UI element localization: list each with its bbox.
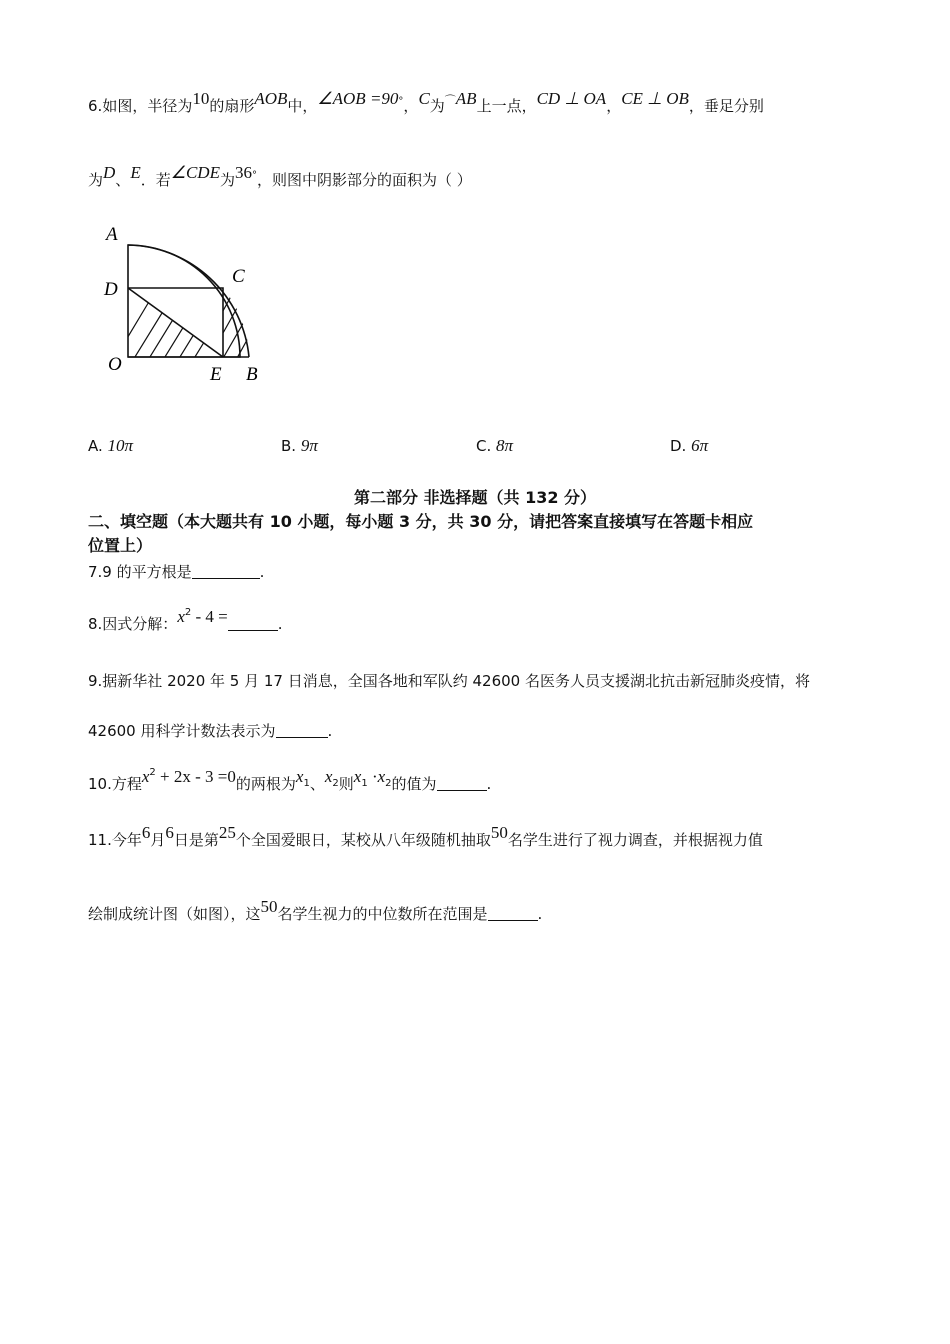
- q9-line2: [88, 721, 332, 741]
- q6-line2: [88, 163, 472, 190]
- q11-ordinal: 25: [218, 823, 236, 842]
- q6-point-d: D: [103, 163, 116, 182]
- q6-line1: [88, 89, 764, 118]
- q6-text: ，垂足分别: [688, 97, 764, 115]
- q8-text: 8.因式分解：: [88, 615, 178, 633]
- q6-radius: 10: [192, 89, 210, 108]
- q11-line2: [88, 897, 543, 924]
- q6-angle-value: 36: [234, 163, 252, 182]
- q10-sub2: 2: [332, 778, 339, 789]
- q9-line1: 9.据新华社 2020 年 5 月 17 日消息，全国各地和军队约 42600 名医务人员支援湖北抗击新冠肺炎疫情，将: [88, 672, 810, 690]
- q10-prod-sub1: 1: [361, 778, 368, 789]
- q6-text: 为: [219, 171, 235, 189]
- q8-expr: - 4 =: [191, 607, 228, 626]
- q6-angle-cde: ∠CDE: [170, 163, 220, 182]
- q6-cd-perp-oa: CD ⊥ OA: [536, 89, 607, 108]
- q11-day: 6: [165, 823, 174, 842]
- segment-de: [128, 288, 223, 357]
- label-d: D: [104, 279, 118, 300]
- label-e: E: [210, 364, 222, 385]
- q6-angle-aob: ∠AOB =90: [317, 89, 399, 108]
- q8-x: x: [177, 607, 185, 626]
- q11-sample-size: 50: [260, 897, 278, 916]
- q6-text: 、: [115, 171, 131, 189]
- q6-point-c: C: [418, 89, 430, 108]
- option-letter: D.: [670, 437, 687, 455]
- q8-answer-blank[interactable]: [228, 616, 278, 631]
- q10: [88, 767, 492, 801]
- label-b: B: [246, 364, 258, 385]
- q6-text: 中，: [287, 97, 318, 115]
- q10-end: .: [486, 775, 492, 793]
- option-d: [670, 436, 708, 456]
- part2-title: 第二部分 非选择题（共 132 分）: [353, 488, 597, 507]
- option-letter: C.: [476, 437, 492, 455]
- option-value: 8π: [496, 436, 514, 455]
- q11-text: 月: [150, 831, 166, 849]
- q11-text: 11.今年: [88, 831, 142, 849]
- q11-month: 6: [141, 823, 151, 842]
- q11-line1: [88, 823, 763, 850]
- option-letter: A.: [88, 437, 103, 455]
- option-b: [281, 436, 318, 456]
- option-value: 6π: [691, 436, 709, 455]
- option-value: 10π: [107, 436, 134, 455]
- q11-text: 名学生视力的中位数所在范围是: [277, 905, 488, 923]
- q8: [88, 607, 283, 634]
- q11-text: 日是第: [173, 831, 219, 849]
- q11-text: 名学生进行了视力调查，并根据视力值: [507, 831, 763, 849]
- q6-point-e: E: [130, 163, 141, 182]
- q10-x: x: [141, 767, 150, 786]
- q6-arc-ab: AB: [455, 89, 477, 108]
- q7-end: .: [259, 563, 265, 581]
- q7-answer-blank[interactable]: [192, 564, 260, 579]
- q10-text: 10.方程: [88, 775, 142, 793]
- q6-text: ．若: [140, 171, 171, 189]
- q6-text: 上一点，: [476, 97, 537, 115]
- q8-end: .: [277, 615, 283, 633]
- q10-prod-x1: x: [353, 767, 362, 786]
- q6-text: 的扇形: [209, 97, 255, 115]
- q9-answer-blank[interactable]: [276, 723, 328, 738]
- q6-text: ，则图中阴影部分的面积为（ ）: [256, 171, 472, 189]
- q6-ce-perp-ob: CE ⊥ OB: [621, 89, 689, 108]
- q10-exp: 2: [149, 767, 156, 778]
- q11-answer-blank[interactable]: [488, 906, 538, 921]
- q10-text: 的值为: [391, 775, 437, 793]
- q6-text: 为: [88, 171, 104, 189]
- q10-prod-x2: x: [377, 767, 386, 786]
- q11-text: 绘制成统计图（如图），这: [88, 905, 261, 923]
- q10-prod-sub2: 2: [385, 778, 392, 789]
- hatch-triangle: [120, 300, 230, 365]
- q11-sample-size: 50: [490, 823, 508, 842]
- section-heading-line1: 二、填空题（本大题共有 10 小题，每小题 3 分，共 30 分，请把答案直接填写在答题卡相应: [88, 512, 754, 531]
- q10-text: 的两根为: [235, 775, 296, 793]
- q11-end: .: [537, 905, 543, 923]
- option-c: [476, 436, 513, 456]
- label-c: C: [232, 266, 245, 287]
- q6-degree: °: [251, 170, 257, 181]
- option-letter: B.: [281, 437, 297, 455]
- q7: [88, 562, 264, 582]
- q6-number: 6.: [88, 97, 103, 115]
- q10-text: 、: [309, 775, 325, 793]
- section-heading-line2: 位置上）: [88, 536, 153, 555]
- q10-dot: ·: [367, 767, 378, 786]
- q10-x2: x: [324, 767, 333, 786]
- hatch-segment: [218, 280, 258, 360]
- q6-text: 为: [429, 97, 445, 115]
- option-value: 9π: [300, 436, 318, 455]
- q10-sub1: 1: [303, 778, 310, 789]
- label-o: O: [108, 354, 122, 375]
- q6-sector-name: AOB: [254, 89, 288, 108]
- option-a: [88, 436, 133, 456]
- q6-sector-figure: [100, 220, 270, 390]
- q7-text: 7.9 的平方根是: [88, 563, 192, 581]
- q10-answer-blank[interactable]: [437, 776, 487, 791]
- q6-arc-mark: ⌒: [444, 94, 456, 107]
- q11-text: 个全国爱眼日，某校从八年级随机抽取: [235, 831, 491, 849]
- q6-text: ，: [403, 97, 419, 115]
- q8-exp: 2: [184, 607, 192, 618]
- q9-end: .: [327, 722, 333, 740]
- q10-x1: x: [295, 767, 304, 786]
- q10-equation: + 2x - 3 =0: [155, 767, 236, 786]
- label-a: A: [106, 224, 118, 245]
- q10-text: 则: [338, 775, 354, 793]
- q6-text: ，: [606, 97, 622, 115]
- q6-text: 如图，半径为: [102, 97, 193, 115]
- q9-text: 42600 用科学计数法表示为: [88, 722, 276, 740]
- q6-degree: °: [398, 96, 404, 107]
